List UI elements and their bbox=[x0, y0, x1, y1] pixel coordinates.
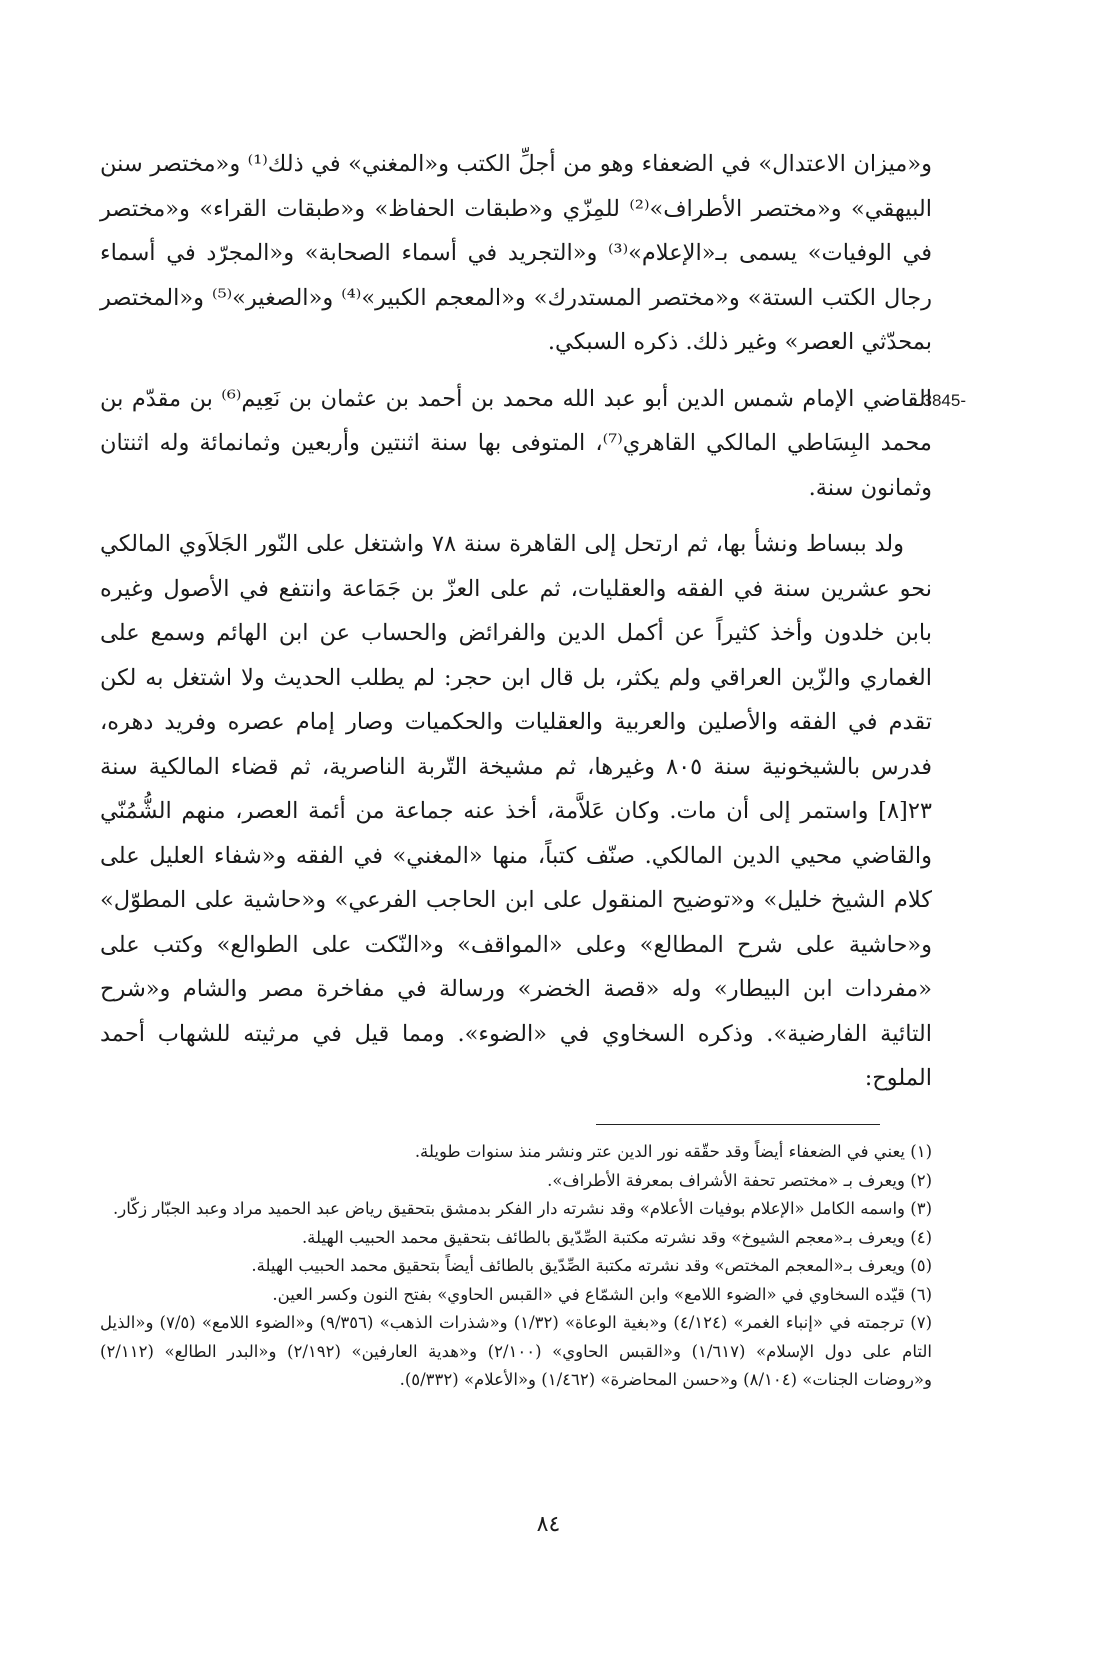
main-text bbox=[100, 142, 966, 1113]
footnote-3: (٣) واسمه الكامل «الإعلام بوفيات الأعلام» وقد نشرته دار الفكر بدمشق بتحقيق رياض عبد الحميد مراد وعبد الجبّار زكّار. bbox=[113, 1199, 932, 1218]
footnote-5: (٥) ويعرف بـ«المعجم المختص» وقد نشرته مكتبة الصِّدّيق بالطائف أيضاً بتحقيق محمد الحبيب الهيلة. bbox=[251, 1256, 932, 1275]
footnote-2: (٢) ويعرف بـ «مختصر تحفة الأشراف بمعرفة الأطراف». bbox=[547, 1170, 932, 1190]
footnote-7: (٧) ترجمته في «إنباء الغمر» (٤/١٢٤) و«بغية الوعاة» (١/٣٢) و«شذرات الذهب» (٩/٣٥٦) و«الضوء اللامع» (٧/٥) و«الذيل التام على دول الإسلام» (١/٦١٧) و«القبس الحاوي» (٢/١٠٠) و«هدية العارفين» (٢/١٩٢) و«البدر الطالع» (٢/١١٢) و«روضات الجنات» (٨/١٠٤) و«حسن المحاضرة» (١/٤٦٢) و«الأعلام» (٥/٣٣٢). bbox=[100, 1313, 932, 1389]
footnotes bbox=[100, 1138, 932, 1395]
page-number: ٨٤ bbox=[536, 1512, 561, 1537]
biography-entry bbox=[100, 377, 966, 511]
footnote-6: (٦) قيّده السخاوي في «الضوء اللامع» وابن الشمّاع في «القبس الحاوي» بفتح النون وكسر العين. bbox=[272, 1284, 932, 1304]
footnote-4: (٤) ويعرف بـ«معجم الشيوخ» وقد نشرته مكتبة الصِّدّيق بالطائف بتحقيق محمد الحبيب الهيلة. bbox=[301, 1227, 932, 1247]
footnote-divider bbox=[596, 1124, 880, 1125]
paragraph-continuation: و«ميزان الاعتدال» في الضعفاء وهو من أجلِّ الكتب و«المغني» في ذلك⁽¹⁾ و«مختصر سنن البيهقي» و«مختصر الأطراف»⁽²⁾ للمِزّي و«طبقات الحفاظ» و«طبقات القراء» و«مختصر في الوفيات» يسمى بـ«الإعلام»⁽³⁾ و«التجريد في أسماء الصحابة» و«المجرّد في أسماء رجال الكتب الستة» و«مختصر المستدرك» و«المعجم الكبير»⁽⁴⁾ و«الصغير»⁽⁵⁾ و«المختصر بمحدّثي العصر» وغير ذلك. ذكره السبكي. bbox=[100, 151, 933, 355]
footnote-1: (١) يعني في الضعفاء أيضاً وقد حقّقه نور الدين عتر ونشر منذ سنوات طويلة. bbox=[414, 1142, 932, 1161]
entry-number: 3845- bbox=[922, 390, 966, 410]
biography-paragraph: ولد ببساط ونشأ بها، ثم ارتحل إلى القاهرة سنة ٧٨ واشتغل على النّور الجَلاَوي المالكي نحو عشرين سنة في الفقه والعقليات، ثم على العزّ بن جَمَاعة وانتفع في الأصول وغيره بابن خلدون وأخذ كثيراً عن أكمل الدين والفرائض والحساب عن ابن الهائم وسمع على الغماري والزّين العراقي ولم يكثر، بل قال ابن حجر: لم يطلب الحديث ولا اشتغل به لكن تقدم في الفقه والأصلين والعربية والعقليات والحكميات وصار إمام عصره وفريد دهره، فدرس بالشيخونية سنة ٨٠٥ وغيرها، ثم مشيخة التّربة الناصرية، ثم قضاء المالكية سنة ٢٣[٨] واستمر إلى أن مات. وكان عَلاَّمة، أخذ عنه جماعة من أئمة العصر، منهم الشُّمُنّي والقاضي محيي الدين المالكي. صنّف كتباً، منها «المغني» في الفقه و«شفاء العليل على كلام الشيخ خليل» و«توضيح المنقول على ابن الحاجب الفرعي» و«حاشية على المطوّل» و«حاشية على شرح المطالع» وعلى «المواقف» و«النّكت على الطوالع» وكتب على «مفردات ابن البيطار» وله «قصة الخضر» ورسالة في مفاخرة مصر والشام و«شرح التائية الفارضية». وذكره السخاوي في «الضوء». ومما قيل في مرثيته للشهاب أحمد الملوح: bbox=[100, 531, 933, 1091]
entry-text: القاضي الإمام شمس الدين أبو عبد الله محمد بن أحمد بن عثمان بن نَعِيم⁽⁶⁾ بن مقدّم بن محمد البِسَاطي المالكي القاهري⁽⁷⁾، المتوفى بها سنة اثنتين وأربعين وثمانمائة وله اثنتان وثمانون سنة. bbox=[100, 385, 932, 501]
